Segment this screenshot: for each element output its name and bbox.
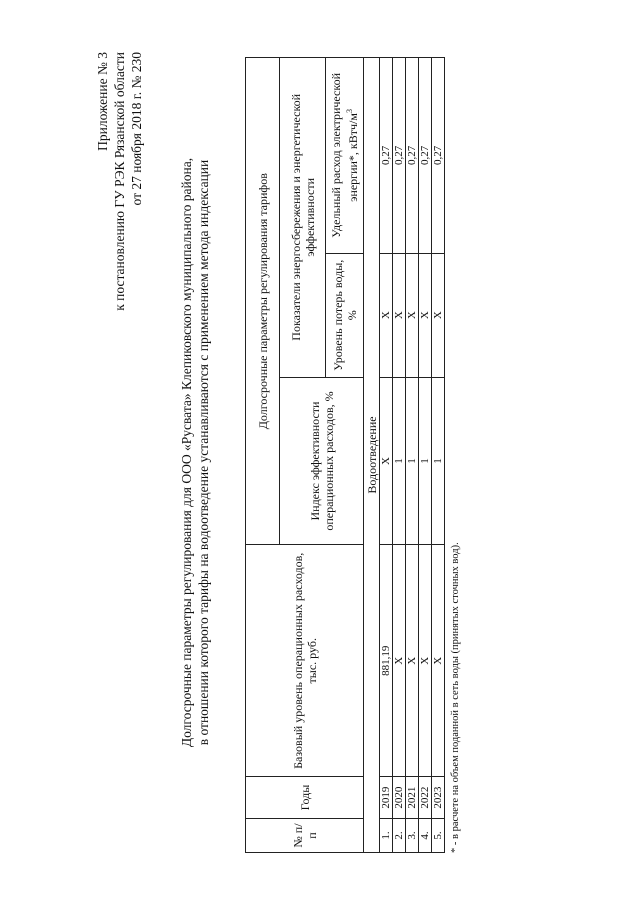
section-row [364, 58, 380, 853]
table-row [380, 58, 393, 853]
cell-water-loss: X [406, 253, 419, 377]
appendix-number: Приложение № 3 [95, 52, 110, 151]
header-base-level: Базовый уровень операционных расходов, тыс. руб. [246, 545, 364, 777]
table-row [419, 58, 432, 853]
appendix-decree: к постановлению ГУ РЭК Рязанской области [112, 52, 127, 311]
cell-base: X [406, 545, 419, 777]
cell-water-loss: X [432, 253, 445, 377]
table-row [406, 58, 419, 853]
cell-electricity: 0,27 [432, 58, 445, 254]
cell-num: 4. [419, 819, 432, 853]
header-water-loss: Уровень потерь воды, % [326, 253, 364, 377]
cell-num: 1. [380, 819, 393, 853]
cell-electricity: 0,27 [419, 58, 432, 254]
cell-electricity: 0,27 [393, 58, 406, 254]
cell-num: 3. [406, 819, 419, 853]
table-row [393, 58, 406, 853]
cell-base: X [393, 545, 406, 777]
header-efficiency-index: Индекс эффективности операционных расходов, % [280, 377, 364, 545]
header-electricity [326, 58, 364, 254]
cell-efficiency: X [380, 377, 393, 545]
cell-efficiency: 1 [419, 377, 432, 545]
document-title [178, 0, 212, 905]
title-line-1: Долгосрочные параметры регулирования для ООО «Русвата» Клепиковского муниципального района, [179, 157, 194, 748]
cell-year: 2023 [432, 777, 445, 819]
title-line-2: в отношении которого тарифы на водоотведение устанавливаются с применением метода индексации [196, 159, 211, 746]
header-long-term-params: Долгосрочные параметры регулирования тарифов [246, 58, 280, 545]
cell-water-loss: X [419, 253, 432, 377]
cell-water-loss: X [380, 253, 393, 377]
cell-efficiency: 1 [432, 377, 445, 545]
header-electricity-sup: 3 [345, 109, 354, 114]
cell-year: 2022 [419, 777, 432, 819]
cell-efficiency: 1 [406, 377, 419, 545]
table-row [432, 58, 445, 853]
cell-base: X [432, 545, 445, 777]
cell-base: X [419, 545, 432, 777]
cell-water-loss: X [393, 253, 406, 377]
header-energy-indicators: Показатели энергосбережения и энергетической эффективности [280, 58, 326, 378]
cell-electricity: 0,27 [380, 58, 393, 254]
cell-num: 2. [393, 819, 406, 853]
parameters-table [245, 57, 445, 853]
footnote: * - в расчете на объем поданной в сеть воды (принятых сточных вод). [450, 542, 461, 853]
header-row-1 [246, 58, 280, 853]
cell-year: 2020 [393, 777, 406, 819]
cell-year: 2021 [406, 777, 419, 819]
header-electricity-label: Удельный расход электрической энергии*, кВтч/м [329, 73, 360, 238]
cell-electricity: 0,27 [406, 58, 419, 254]
cell-base: 881,19 [380, 545, 393, 777]
appendix-block [94, 52, 145, 311]
cell-efficiency: 1 [393, 377, 406, 545]
cell-num: 5. [432, 819, 445, 853]
header-num: № п/п [246, 819, 364, 853]
cell-year: 2019 [380, 777, 393, 819]
header-years: Годы [246, 777, 364, 819]
appendix-date: от 27 ноября 2018 г. № 230 [129, 52, 144, 206]
section-label: Водоотведение [364, 58, 380, 853]
